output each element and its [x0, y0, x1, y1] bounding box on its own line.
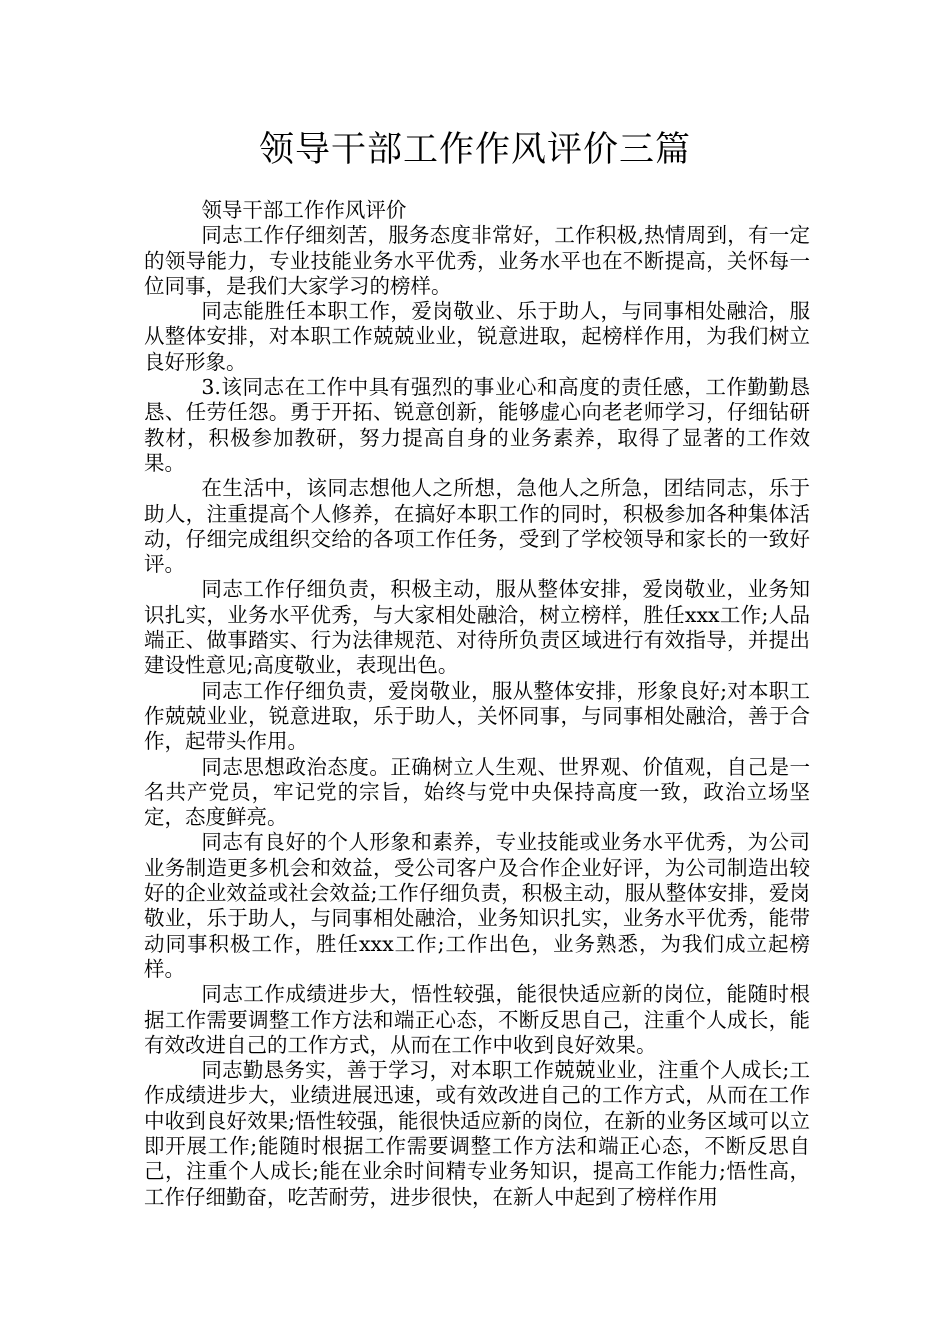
paragraph: 3.该同志在工作中具有强烈的事业心和高度的责任感，工作勤勤恳恳、任劳任怨。勇于开拓、锐意创新，能够虚心向老老师学习，仔细钻研教材，积极参加教研，努力提高自身的业务素养，取得了显著的工作效果。	[144, 375, 810, 475]
paragraph: 同志有良好的个人形象和素养，专业技能或业务水平优秀，为公司业务制造更多机会和效益，受公司客户及合作企业好评，为公司制造出较好的企业效益或社会效益;工作仔细负责，积极主动，服从整体安排，爱岗敬业，乐于助人，与同事相处融洽，业务知识扎实，业务水平优秀，能带动同事积极工作，胜任xxx工作;工作出色，业务熟悉，为我们成立起榜样。	[144, 830, 810, 981]
paragraph: 在生活中，该同志想他人之所想，急他人之所急，团结同志，乐于助人，注重提高个人修养，在搞好本职工作的同时，积极参加各种集体活动，仔细完成组织交给的各项工作任务，受到了学校领导和家长的一致好评。	[144, 476, 810, 577]
paragraph: 同志思想政治态度。正确树立人生观、世界观、价值观，自己是一名共产党员，牢记党的宗旨，始终与党中央保持高度一致，政治立场坚定，态度鲜亮。	[144, 754, 810, 830]
paragraph: 同志工作仔细负责，积极主动，服从整体安排，爱岗敬业，业务知识扎实，业务水平优秀，与大家相处融洽，树立榜样，胜任xxx工作;人品端正、做事踏实、行为法律规范、对待所负责区域进行有效指导，并提出建设性意见;高度敬业，表现出色。	[144, 577, 810, 678]
paragraph: 同志工作仔细负责，爱岗敬业，服从整体安排，形象良好;对本职工作兢兢业业，锐意进取，乐于助人，关怀同事，与同事相处融洽，善于合作，起带头作用。	[144, 678, 810, 754]
paragraph: 同志工作仔细刻苦，服务态度非常好，工作积极,热情周到，有一定的领导能力，专业技能业务水平优秀，业务水平也在不断提高，关怀每一位同事，是我们大家学习的榜样。	[144, 223, 810, 298]
section-heading: 领导干部工作作风评价	[201, 198, 407, 222]
paragraph: 同志工作成绩进步大，悟性较强，能很快适应新的岗位，能随时根据工作需要调整工作方法和端正心态，不断反思自己，注重个人成长，能有效改进自己的工作方式，从而在工作中收到良好效果。	[144, 982, 810, 1057]
document-body	[144, 198, 810, 1210]
paragraph: 同志勤恳务实，善于学习，对本职工作兢兢业业，注重个人成长;工作成绩进步大，业绩进展迅速，或有效改进自己的工作方式，从而在工作中收到良好效果;悟性较强，能很快适应新的岗位，在新的业务区域可以立即开展工作;能随时根据工作需要调整工作方法和端正心态，不断反思自己，注重个人成长;能在业余时间精专业务知识，提高工作能力;悟性高，工作仔细勤奋，吃苦耐劳，进步很快，在新人中起到了榜样作用	[144, 1058, 810, 1209]
paragraph: 同志能胜任本职工作，爱岗敬业、乐于助人，与同事相处融洽，服从整体安排，对本职工作兢兢业业，锐意进取，起榜样作用，为我们树立良好形象。	[144, 299, 810, 374]
document-title: 领导干部工作作风评价三篇	[258, 130, 691, 170]
